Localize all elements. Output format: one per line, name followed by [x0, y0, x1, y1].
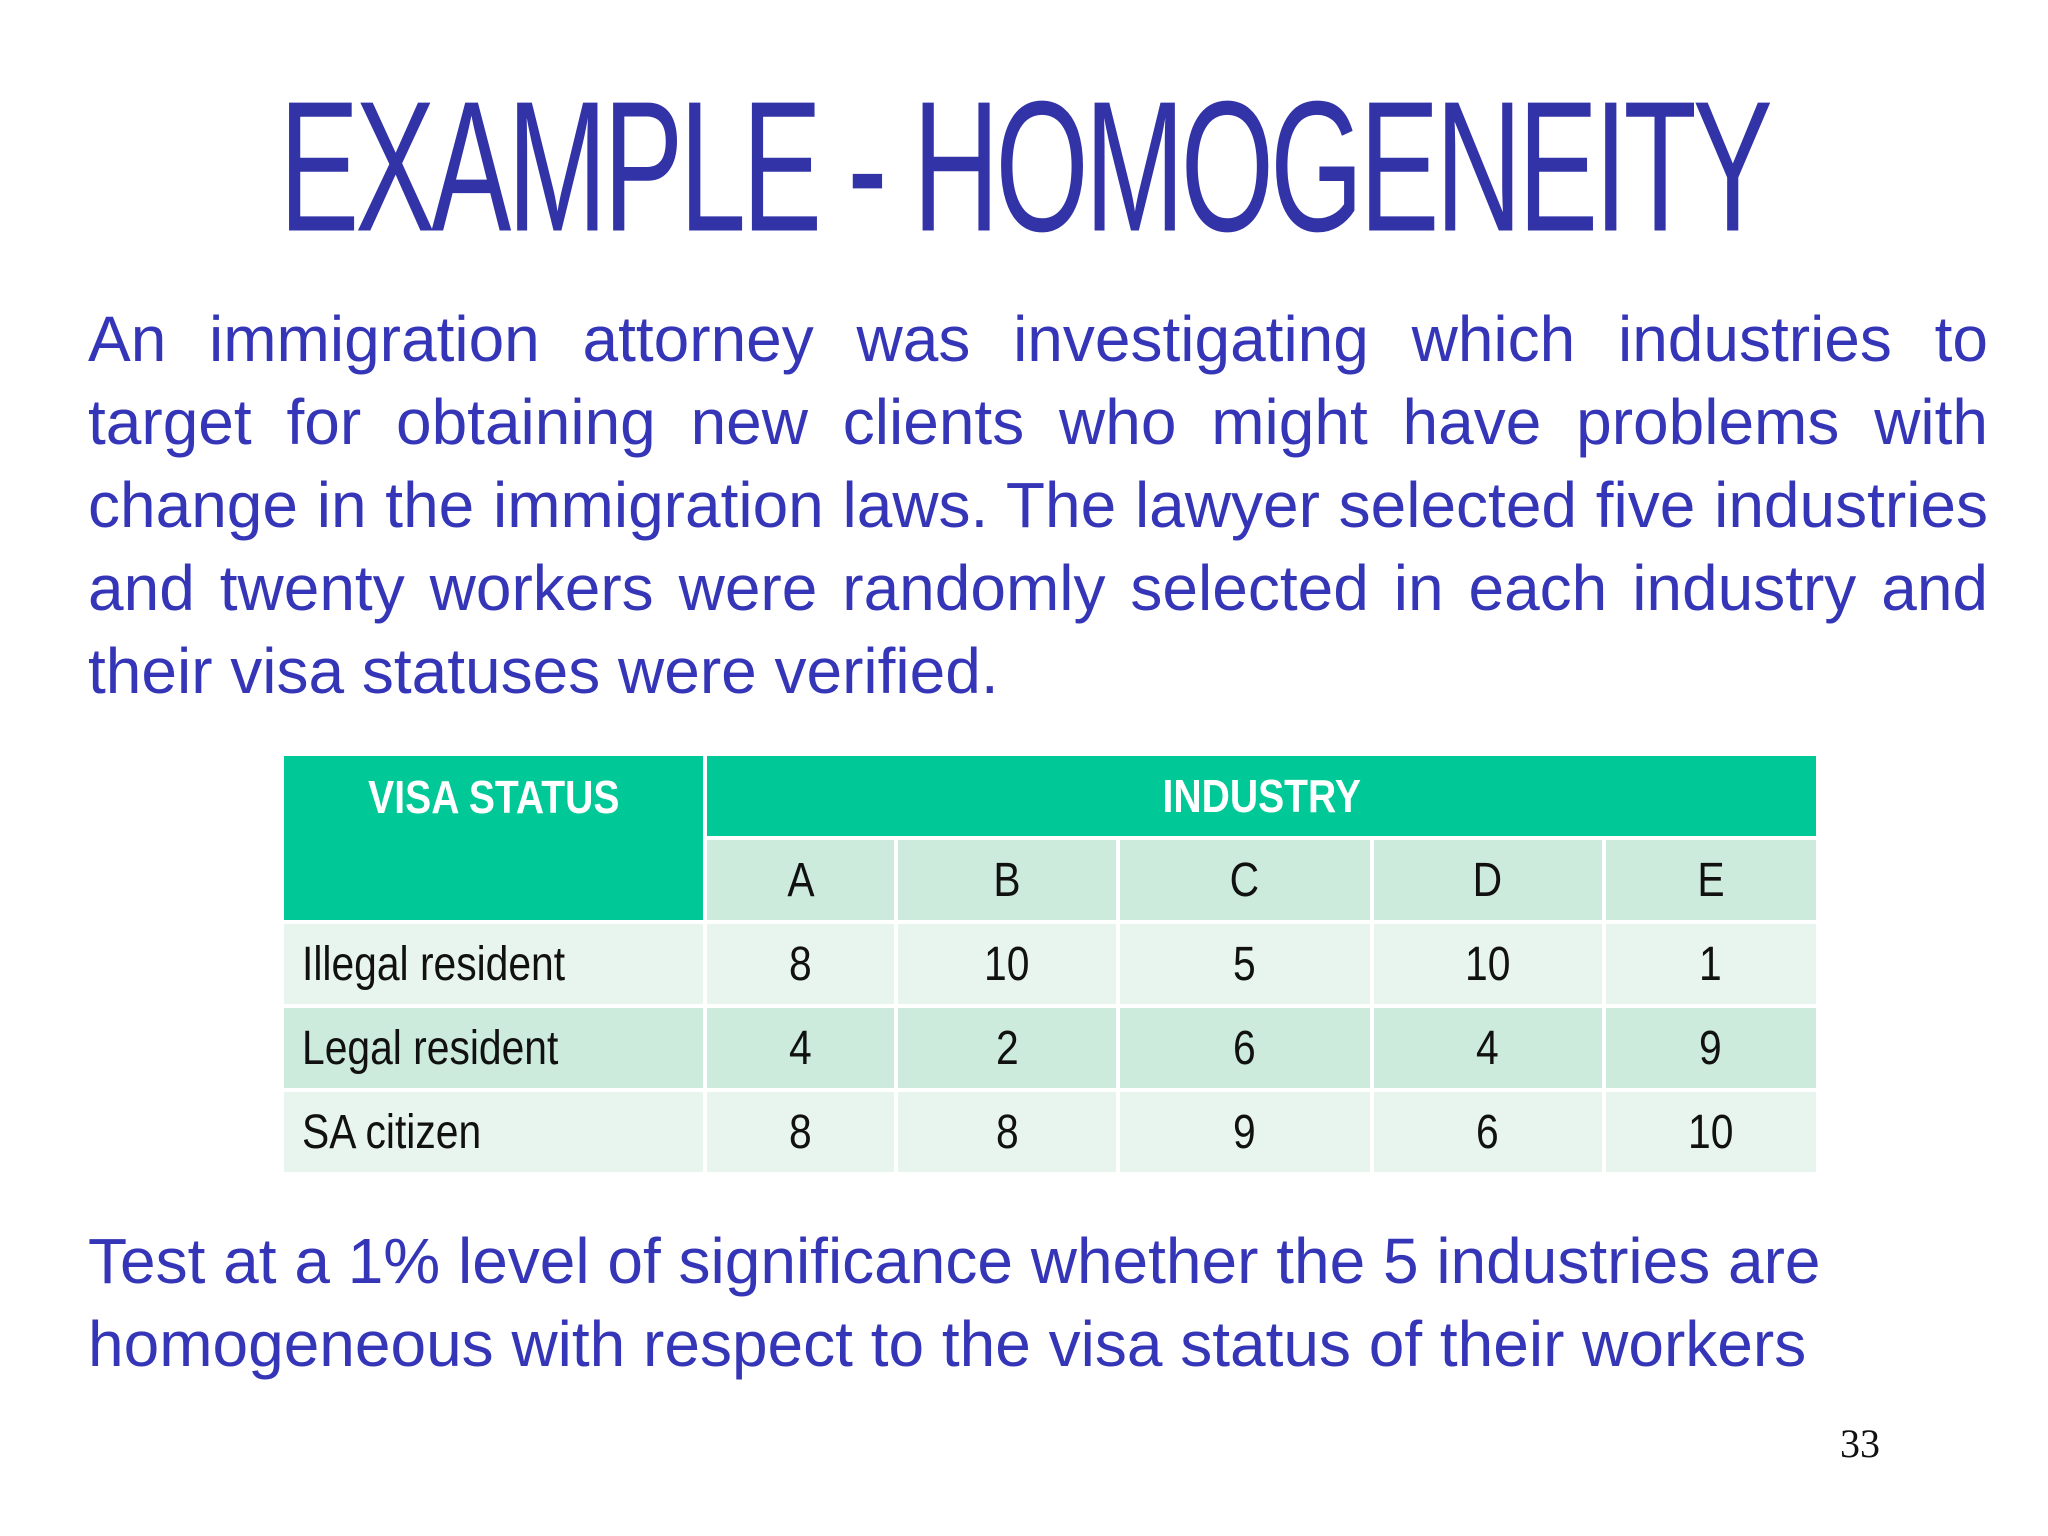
row-label: Illegal resident	[284, 924, 703, 1004]
column-header: A	[707, 840, 893, 920]
table-cell: 4	[1374, 1008, 1602, 1088]
table-cell: 1	[1606, 924, 1816, 1004]
table-cell: 9	[1120, 1092, 1370, 1172]
visa-status-header: VISA STATUS	[284, 756, 703, 920]
table-row	[284, 924, 1816, 1004]
table-cell: 8	[707, 1092, 893, 1172]
table-cell: 10	[1606, 1092, 1816, 1172]
industry-header: INDUSTRY	[707, 756, 1816, 836]
intro-paragraph: An immigration attorney was investigating which industries to target for obtaining new clients who might have problems with change in the immigration laws. The lawyer selected five industries and twenty workers were randomly selected in each industry and their visa statuses were verified.	[88, 303, 1988, 707]
table-cell: 6	[1120, 1008, 1370, 1088]
table-cell: 6	[1374, 1092, 1602, 1172]
page-number: 33	[1840, 1421, 1880, 1466]
row-label: SA citizen	[284, 1092, 703, 1172]
table-cell: 8	[707, 924, 893, 1004]
table-cell: 5	[1120, 924, 1370, 1004]
column-header: E	[1606, 840, 1816, 920]
column-header: B	[898, 840, 1116, 920]
column-header: D	[1374, 840, 1602, 920]
visa-status-table	[280, 752, 1820, 1176]
table-row	[284, 1008, 1816, 1088]
slide-title: EXAMPLE - HOMOGENEITY	[279, 63, 1769, 271]
column-header: C	[1120, 840, 1370, 920]
table-cell: 2	[898, 1008, 1116, 1088]
table-cell: 10	[1374, 924, 1602, 1004]
table-cell: 8	[898, 1092, 1116, 1172]
table-header-row	[284, 756, 1816, 836]
table-cell: 10	[898, 924, 1116, 1004]
table-row	[284, 1092, 1816, 1172]
row-label: Legal resident	[284, 1008, 703, 1088]
question-paragraph: Test at a 1% level of significance whether the 5 industries are homogeneous with respect to the visa status of their workers	[88, 1225, 1821, 1380]
table-cell: 9	[1606, 1008, 1816, 1088]
table-cell: 4	[707, 1008, 893, 1088]
